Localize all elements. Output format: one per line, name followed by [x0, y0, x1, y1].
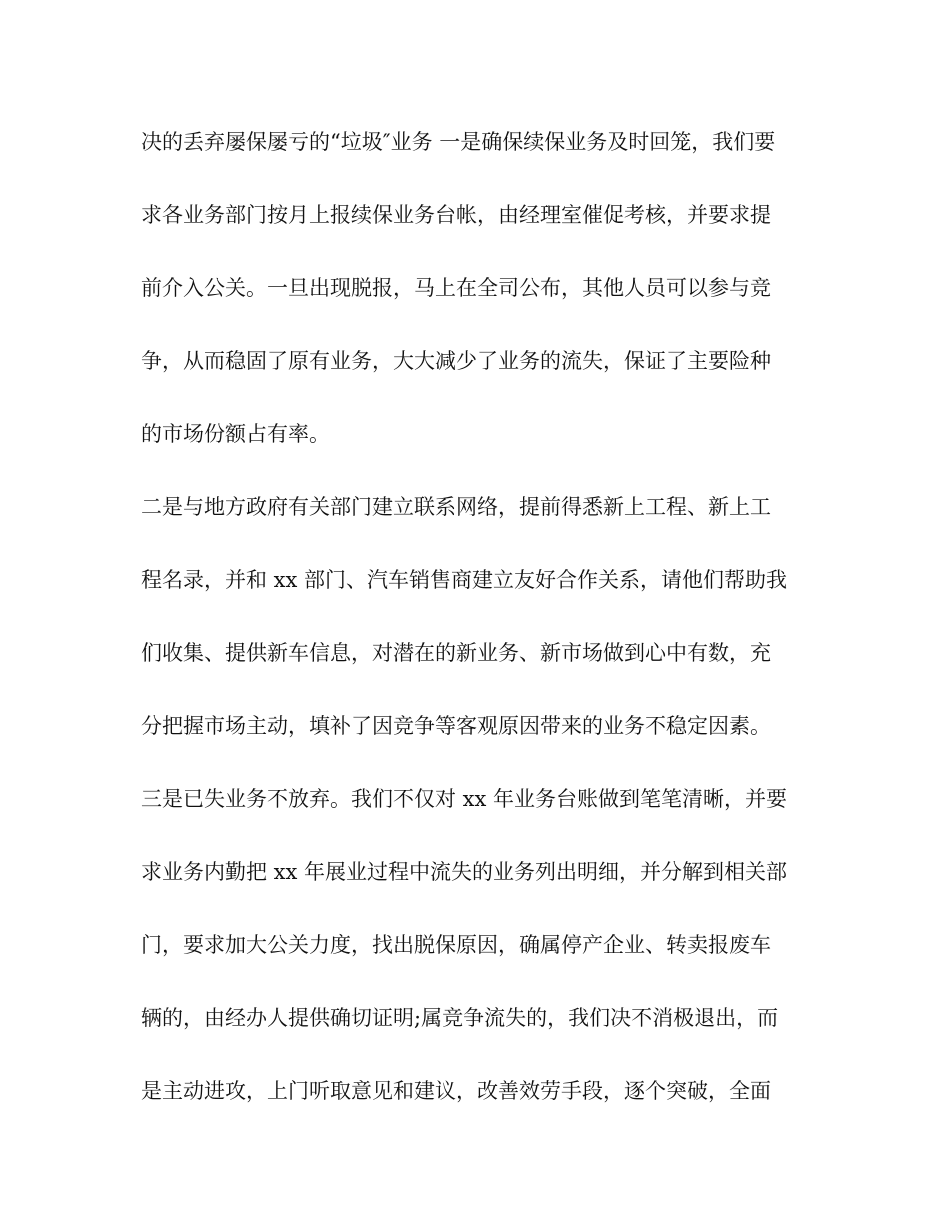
text-line: 分把握市场主动，填补了因竞争等客观原因带来的业务不稳定因素。 — [141, 714, 771, 738]
text-line: 辆的，由经办人提供确切证明;属竞争流失的，我们决不消极退出，而 — [141, 1006, 779, 1030]
text-line: 决的丢弃屡保屡亏的“垃圾″业务 一是确保续保业务及时回笼，我们要 — [141, 130, 776, 154]
text-line: 是主动进攻，上门听取意见和建议，改善效劳手段，逐个突破，全面 — [141, 1079, 771, 1103]
text-line: 争，从而稳固了原有业务，大大减少了业务的流失，保证了主要险种 — [141, 349, 771, 373]
text-line: 三是已失业务不放弃。我们不仅对 xx 年业务台账做到笔笔清晰，并要 — [141, 787, 788, 811]
text-line: 二是与地方政府有关部门建立联系网络，提前得悉新上工程、新上工 — [141, 495, 771, 519]
text-line: 前介入公关。一旦出现脱报，马上在全司公布，其他人员可以参与竞 — [141, 276, 771, 300]
text-line: 求业务内勤把 xx 年展业过程中流失的业务列出明细，并分解到相关部 — [141, 860, 788, 884]
text-line: 求各业务部门按月上报续保业务台帐，由经理室催促考核，并要求提 — [141, 203, 771, 227]
document-body — [141, 124, 821, 1146]
text-line: 程名录，并和 xx 部门、汽车销售商建立友好合作关系，请他们帮助我 — [141, 568, 788, 592]
text-line: 们收集、提供新车信息，对潜在的新业务、新市场做到心中有数，充 — [141, 641, 771, 665]
text-line: 的市场份额占有率。 — [141, 422, 330, 446]
text-line: 门，要求加大公关力度，找出脱保原因，确属停产企业、转卖报废车 — [141, 933, 771, 957]
